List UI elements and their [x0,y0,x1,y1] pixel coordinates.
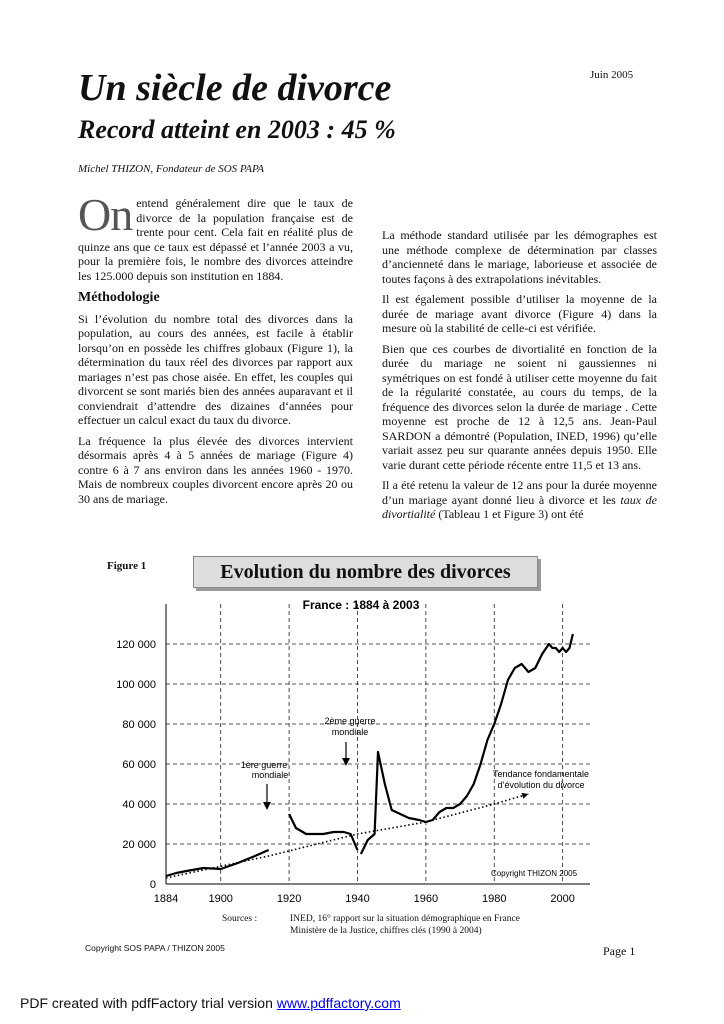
dropcap: On [78,189,133,240]
right-column [382,228,657,528]
chart-subtitle: France : 1884 à 2003 [302,598,420,612]
trend-arrowhead [522,793,529,799]
divorce-series-line [289,814,357,850]
sources-text [290,914,520,937]
document-date: Juin 2005 [590,69,634,81]
y-tick-label: 60 000 [122,759,156,771]
y-tick-label: 20 000 [122,839,156,851]
y-tick-label: 0 [149,879,156,891]
figure-label: Figure 1 [107,560,147,572]
ww2-label: mondiale [331,727,369,737]
figure-title-box [193,556,538,588]
paragraph-text: (Tableau 1 et Figure 3) ont été [435,507,584,521]
chart-copyright: Copyright THIZON 2005 [490,869,578,878]
intro-paragraph [78,189,353,283]
source-line: Ministère de la Justice, chiffres clés (1990 à 2004) [290,925,482,936]
figure-title: Evolution du nombre des divorces [220,561,511,583]
divorce-series-line [166,850,269,876]
trend-label: Tendance fondamentale [492,769,590,779]
x-tick-label: 1980 [482,893,507,905]
ww1-label: 1ère guerre [240,760,288,770]
x-tick-label: 1940 [345,893,370,905]
source-line: INED, 16° rapport sur la situation démographique en France [290,914,520,924]
x-tick-label: 1920 [276,893,302,905]
paragraph: Si l’évolution du nombre total des divorces dans la population, au cours des années, est facile à établir lorsqu’on en possède les chiffres globaux (Figure 1), la détermination du taux réel des divorces par rapport aux mariages n’est pas chose aisée. En effet, les couples qui divorcent se sont mariés bien des années auparavant et il conviendrait d’attendre des dizaines d‘années pour effectuer un calcul exact du taux du divorce. [78,311,353,427]
paragraph: La fréquence la plus élevée des divorces intervient désormais après 4 à 5 années de mariage (Figure 4) contre 6 à 7 ans environ dans les années 1960 - 1970. Mais de nombreux couples divorcent encore après 20 ou 30 ans de mariage. [78,433,353,506]
document-subtitle: Record atteint en 2003 : 45 % [78,115,396,144]
italic-term: taux de divortialité [382,492,657,521]
x-tick-label: 1884 [153,893,179,905]
paragraph-text: Il a été retenu la valeur de 12 ans pour la durée moyenne d’un mariage ayant donné lieu à divorce et les [382,478,657,507]
author-line: Michel THIZON, Fondateur de SOS PAPA [78,163,264,175]
y-tick-label: 120 000 [116,639,156,651]
divorce-line-chart [100,592,600,910]
paragraph: La méthode standard utilisée par les démographes est une méthode complexe de détermination par classes d’ancienneté dans le mariage, laborieuse et associée de toutes façons à des extrapolations inévitables. [382,228,657,286]
x-tick-label: 1960 [413,893,439,905]
methodology-heading: Méthodologie [78,290,160,305]
trend-label: d’évolution du divorce [497,780,585,790]
page-number: Page 1 [603,944,636,958]
y-tick-label: 100 000 [116,679,156,691]
sources-label: Sources : [222,914,258,924]
ww1-label: mondiale [251,770,289,780]
ww2-arrowhead [342,758,350,766]
divorce-series-line [361,634,573,854]
pdf-footer [20,995,401,1011]
y-tick-label: 40 000 [122,799,156,811]
x-tick-label: 1900 [208,893,233,905]
pdffactory-link[interactable]: www.pdffactory.com [276,995,401,1011]
intro-text: entend généralement dire que le taux de divorce de la population française est de trente pour cent. Cela fait en réalité plus de quinze ans que ce taux est dépassé et l’année 2003 a vu, pour la première fois, le nombre des divorces atteindre les 125.000 depuis son institution en 1884. [78,196,353,283]
x-tick-label: 2000 [550,893,575,905]
paragraph: Il est également possible d’utiliser la moyenne de la durée de mariage avant divorce (Figure 4) dans la mesure où la stabilité de celle-ci est vérifiée. [382,292,657,335]
y-tick-label: 80 000 [122,719,156,731]
document-title: Un siècle de divorce [78,67,392,109]
left-column [78,189,353,512]
pdf-footer-text: PDF created with pdfFactory trial version [20,995,277,1011]
ww1-arrowhead [263,802,271,810]
paragraph: Bien que ces courbes de divortialité en fonction de la durée du mariage ne soient ni gaussiennes ni symétriques on est fondé à utiliser cette moyenne du fait de la régularité constatée, au cours du temps, de la fréquence des divorces selon la durée de mariage . Cette moyenne est proche de 12 à 12,5 ans. Jean-Paul SARDON a démontré (Population, INED, 1996) qu’elle variait assez peu sur quarante années depuis 1950. Elle varie durant cette période récente entre 11,5 et 13 ans. [382,341,657,472]
ww2-label: 2ème guerre [324,716,376,726]
copyright-note: Copyright SOS PAPA / THIZON 2005 [85,943,225,953]
paragraph [382,478,657,522]
